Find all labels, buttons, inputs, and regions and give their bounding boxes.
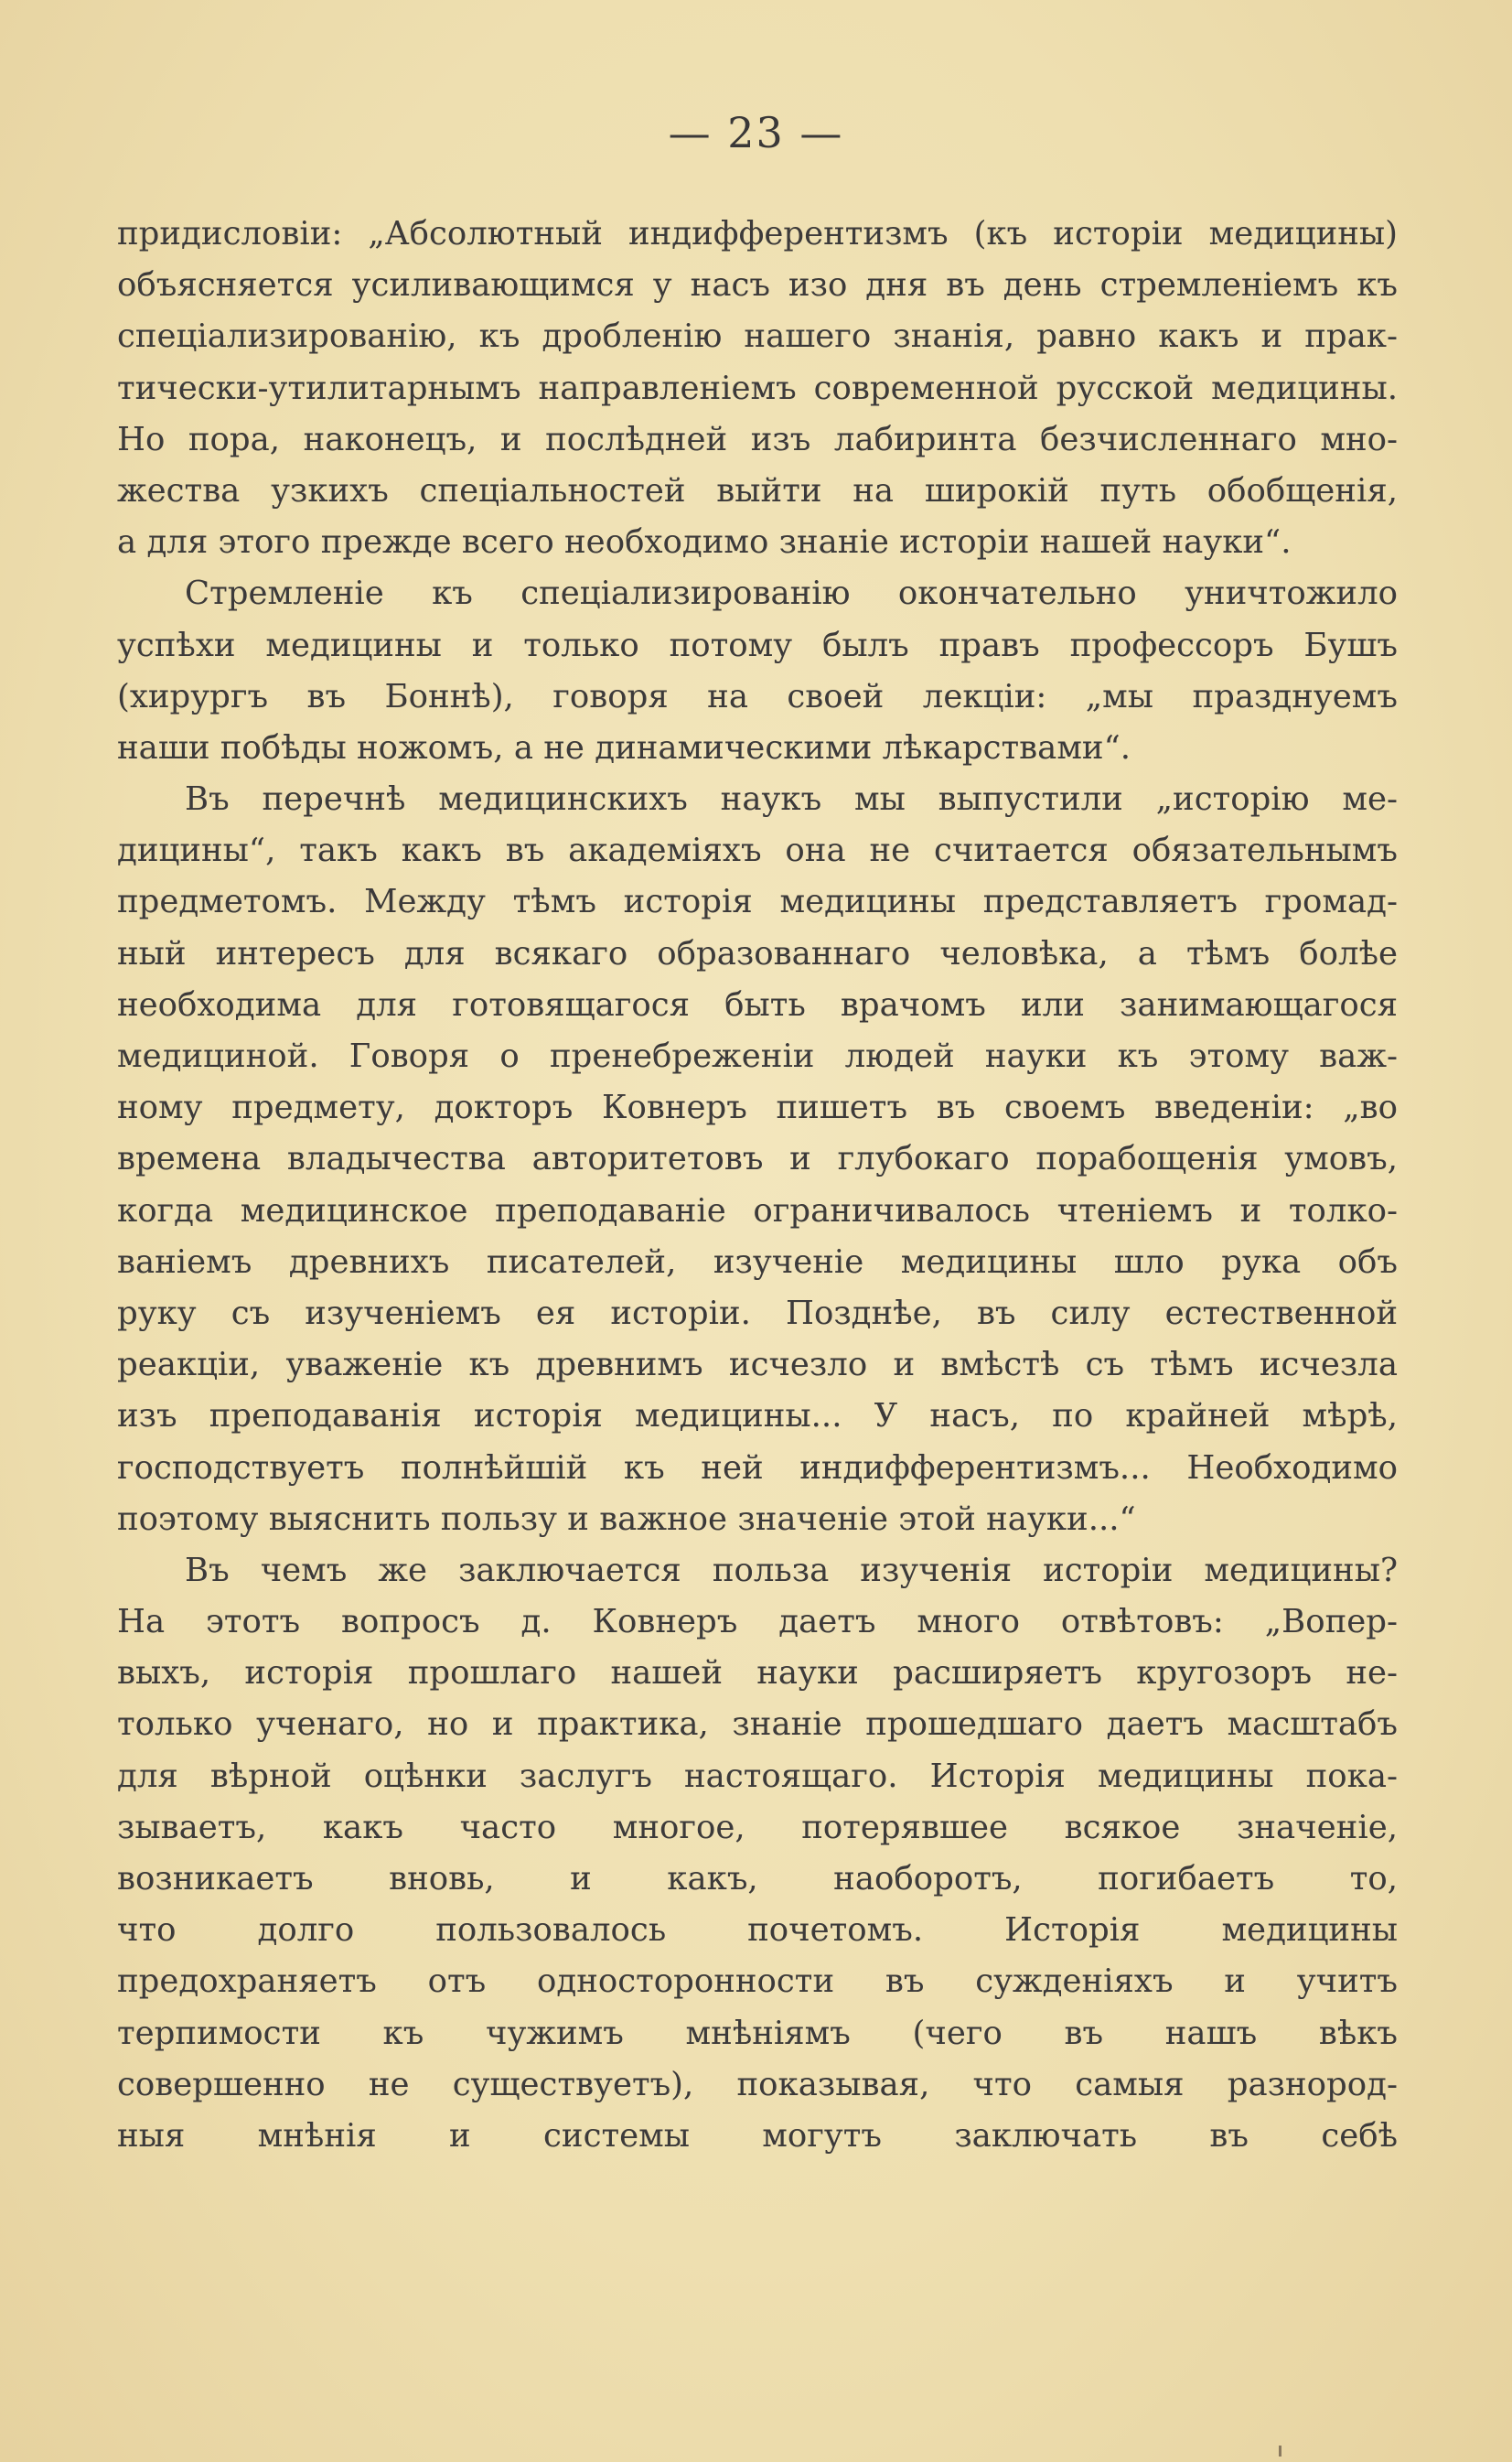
text-line: спецiализированiю, къ дробленiю нашего знанiя, равно какъ и прак-: [117, 317, 1398, 356]
text-line: успѣхи медицины и только потому былъ правъ профессоръ Бушъ: [117, 626, 1398, 664]
paragraph-start-line: Стремленiе къ спецiализированiю окончательно уничтожило: [185, 575, 1398, 613]
text-line: На этотъ вопросъ д. Ковнеръ даетъ много отвѣтовъ: „Вопер-: [117, 1603, 1398, 1641]
text-line: Но пора, наконецъ, и послѣдней изъ лабиринта безчисленнаго мно-: [117, 420, 1398, 458]
text-line: (хирургъ въ Боннѣ), говоря на своей лекцiи: „мы празднуемъ: [117, 677, 1398, 715]
text-line: ныя мнѣнiя и системы могутъ заключать въ себѣ: [117, 2116, 1398, 2155]
text-line: изъ преподаванiя исторiя медицины... У насъ, по крайней мѣрѣ,: [117, 1397, 1398, 1435]
text-line: возникаетъ вновь, и какъ, наоборотъ, погибаетъ то,: [117, 1860, 1398, 1898]
paragraph-start-line: Въ перечнѣ медицинскихъ наукъ мы выпустили „исторiю ме-: [185, 780, 1398, 819]
text-line: реакцiи, уваженiе къ древнимъ исчезло и вмѣстѣ съ тѣмъ исчезла: [117, 1346, 1398, 1384]
text-line: зываетъ, какъ часто многое, потерявшее всякое значенiе,: [117, 1808, 1398, 1846]
text-line: предметомъ. Между тѣмъ исторiя медицины представляетъ громад-: [117, 883, 1398, 921]
text-line: ванiемъ древнихъ писателей, изученiе медицины шло рука объ: [117, 1242, 1398, 1281]
text-line: ному предмету, докторъ Ковнеръ пишетъ въ своемъ введенiи: „во: [117, 1089, 1398, 1127]
page-edge-mark: [1279, 2446, 1281, 2457]
text-line: что долго пользовалось почетомъ. Исторiя медицины: [117, 1911, 1398, 1950]
text-line: только ученаго, но и практика, знанiе прошедшаго даетъ масштабъ: [117, 1705, 1398, 1744]
text-line: совершенно не существуетъ), показывая, что самыя разнород-: [117, 2065, 1398, 2103]
paragraph-start-line: Въ чемъ же заключается польза изученiя исторiи медицины?: [185, 1551, 1398, 1589]
text-line: выхъ, исторiя прошлаго нашей науки расширяетъ кругозоръ не-: [117, 1654, 1398, 1693]
text-line: а для этого прежде всего необходимо знанiе исторiи нашей науки“.: [117, 523, 1292, 562]
text-line: для вѣрной оцѣнки заслугъ настоящаго. Исторiя медицины пока-: [117, 1757, 1398, 1795]
text-line: тически-утилитарнымъ направленiемъ современной русской медицины.: [117, 369, 1398, 407]
text-line: предохраняетъ отъ односторонности въ сужденiяхъ и учитъ: [117, 1962, 1398, 2001]
page-number: — 23 —: [668, 108, 844, 157]
text-line: объясняется усиливающимся у насъ изо дня въ день стремленiемъ къ: [117, 266, 1398, 305]
text-line: поэтому выяснить пользу и важное значенiе этой науки...“: [117, 1500, 1136, 1538]
text-line: придисловiи: „Абсолютный индифферентизмъ (къ исторiи медицины): [117, 215, 1398, 253]
text-line: дицины“, такъ какъ въ академiяхъ она не считается обязательнымъ: [117, 832, 1398, 870]
text-line: когда медицинское преподаванiе ограничивалось чтенiемъ и толко-: [117, 1191, 1398, 1230]
text-line: господствуетъ полнѣйшiй къ ней индифферентизмъ... Необходимо: [117, 1448, 1398, 1487]
text-line: медициной. Говоря о пренебреженiи людей науки къ этому важ-: [117, 1037, 1398, 1075]
text-line: времена владычества авторитетовъ и глубокаго порабощенiя умовъ,: [117, 1140, 1398, 1178]
body-text: [117, 209, 1398, 2162]
text-line: ный интересъ для всякаго образованнаго человѣка, а тѣмъ болѣе: [117, 934, 1398, 973]
text-line: жества узкихъ спецiальностей выйти на широкiй путь обобщенiя,: [117, 471, 1398, 510]
text-line: наши побѣды ножомъ, а не динамическими лѣкарствами“.: [117, 728, 1131, 767]
text-line: необходима для готовящагося быть врачомъ или занимающагося: [117, 985, 1398, 1024]
text-line: руку съ изученiемъ ея исторiи. Позднѣе, въ силу естественной: [117, 1294, 1398, 1332]
text-line: терпимости къ чужимъ мнѣнiямъ (чего въ нашъ вѣкъ: [117, 2014, 1398, 2052]
